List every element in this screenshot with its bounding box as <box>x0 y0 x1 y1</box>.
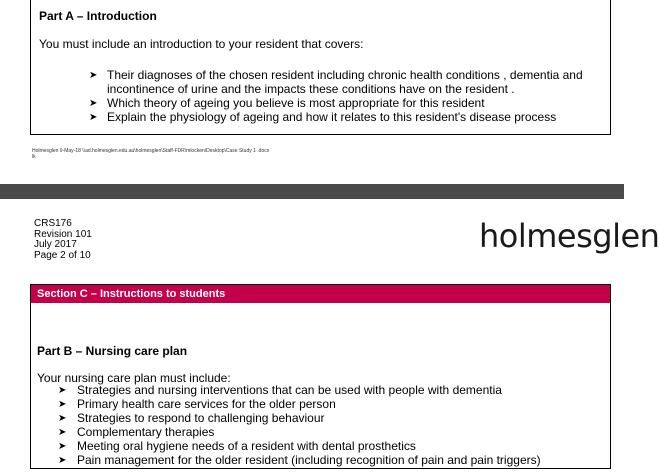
part-b-bullet-6 <box>58 453 541 467</box>
arrow-bullet-icon: ➤ <box>89 98 98 109</box>
arrow-bullet-icon: ➤ <box>58 441 67 452</box>
part-a-intro: You must include an introduction to your resident that covers: <box>39 37 364 51</box>
part-b-bullet-1 <box>58 383 502 397</box>
footer-path: Holmesglen 9-May-18 \\ad.holmesglen.edu.au\holmesglen\Staff-FDR\mlocken\Desktop\Case Study 1 .docx <box>32 148 270 154</box>
document-page-1 <box>0 0 624 183</box>
part-b-intro: Your nursing care plan must include: <box>37 371 231 385</box>
part-a-bullet-text: Their diagnoses of the chosen resident including chronic health conditions , dementia and <box>107 68 583 82</box>
part-b-title: Part B – Nursing care plan <box>37 344 188 358</box>
section-c-header-bar <box>31 285 610 303</box>
part-b-bullet-2 <box>58 397 336 411</box>
arrow-bullet-icon: ➤ <box>89 112 98 123</box>
part-b-bullet-text: Pain management for the older resident (including recognition of pain and pain triggers) <box>77 453 541 467</box>
arrow-bullet-icon: ➤ <box>58 455 67 466</box>
footer-initials: lk <box>32 154 36 160</box>
arrow-bullet-icon: ➤ <box>58 385 67 396</box>
part-a-title: Part A – Introduction <box>39 9 157 23</box>
document-meta <box>34 219 92 261</box>
document-page-2 <box>0 199 659 476</box>
course-code: CRS176 <box>34 218 72 229</box>
page-divider <box>0 184 624 199</box>
part-a-bullet-text: Which theory of ageing you believe is most appropriate for this resident <box>107 96 485 110</box>
arrow-bullet-icon: ➤ <box>58 399 67 410</box>
part-b-bullet-5 <box>58 439 416 453</box>
page-footer <box>32 148 332 160</box>
part-a-bullet-text: Explain the physiology of ageing and how it relates to this resident's disease process <box>107 110 557 124</box>
arrow-bullet-icon: ➤ <box>58 427 67 438</box>
part-b-bullet-text: Meeting oral hygiene needs of a resident with dental prosthetics <box>77 439 416 453</box>
part-b-bullet-text: Complementary therapies <box>77 425 215 439</box>
part-a-box <box>30 0 611 135</box>
part-b-bullet-3 <box>58 411 325 425</box>
revision: Revision 101 <box>34 228 92 240</box>
arrow-bullet-icon: ➤ <box>89 70 98 81</box>
part-b-bullet-4 <box>58 425 215 439</box>
part-b-bullet-text: Strategies and nursing interventions that can be used with people with dementia <box>77 383 502 397</box>
section-c-box <box>30 284 611 469</box>
revision-date: July 2017 <box>34 239 77 250</box>
holmesglen-logo: holmesglen <box>479 217 659 255</box>
part-b-bullet-text: Strategies to respond to challenging behaviour <box>77 411 325 425</box>
part-a-bullet-1-cont: incontinence of urine and the impacts these conditions have on the resident . <box>107 82 515 96</box>
section-c-title: Section C – Instructions to students <box>37 288 226 300</box>
page-number: Page 2 of 10 <box>34 249 91 261</box>
arrow-bullet-icon: ➤ <box>58 413 67 424</box>
part-b-bullet-text: Primary health care services for the older person <box>77 397 336 411</box>
